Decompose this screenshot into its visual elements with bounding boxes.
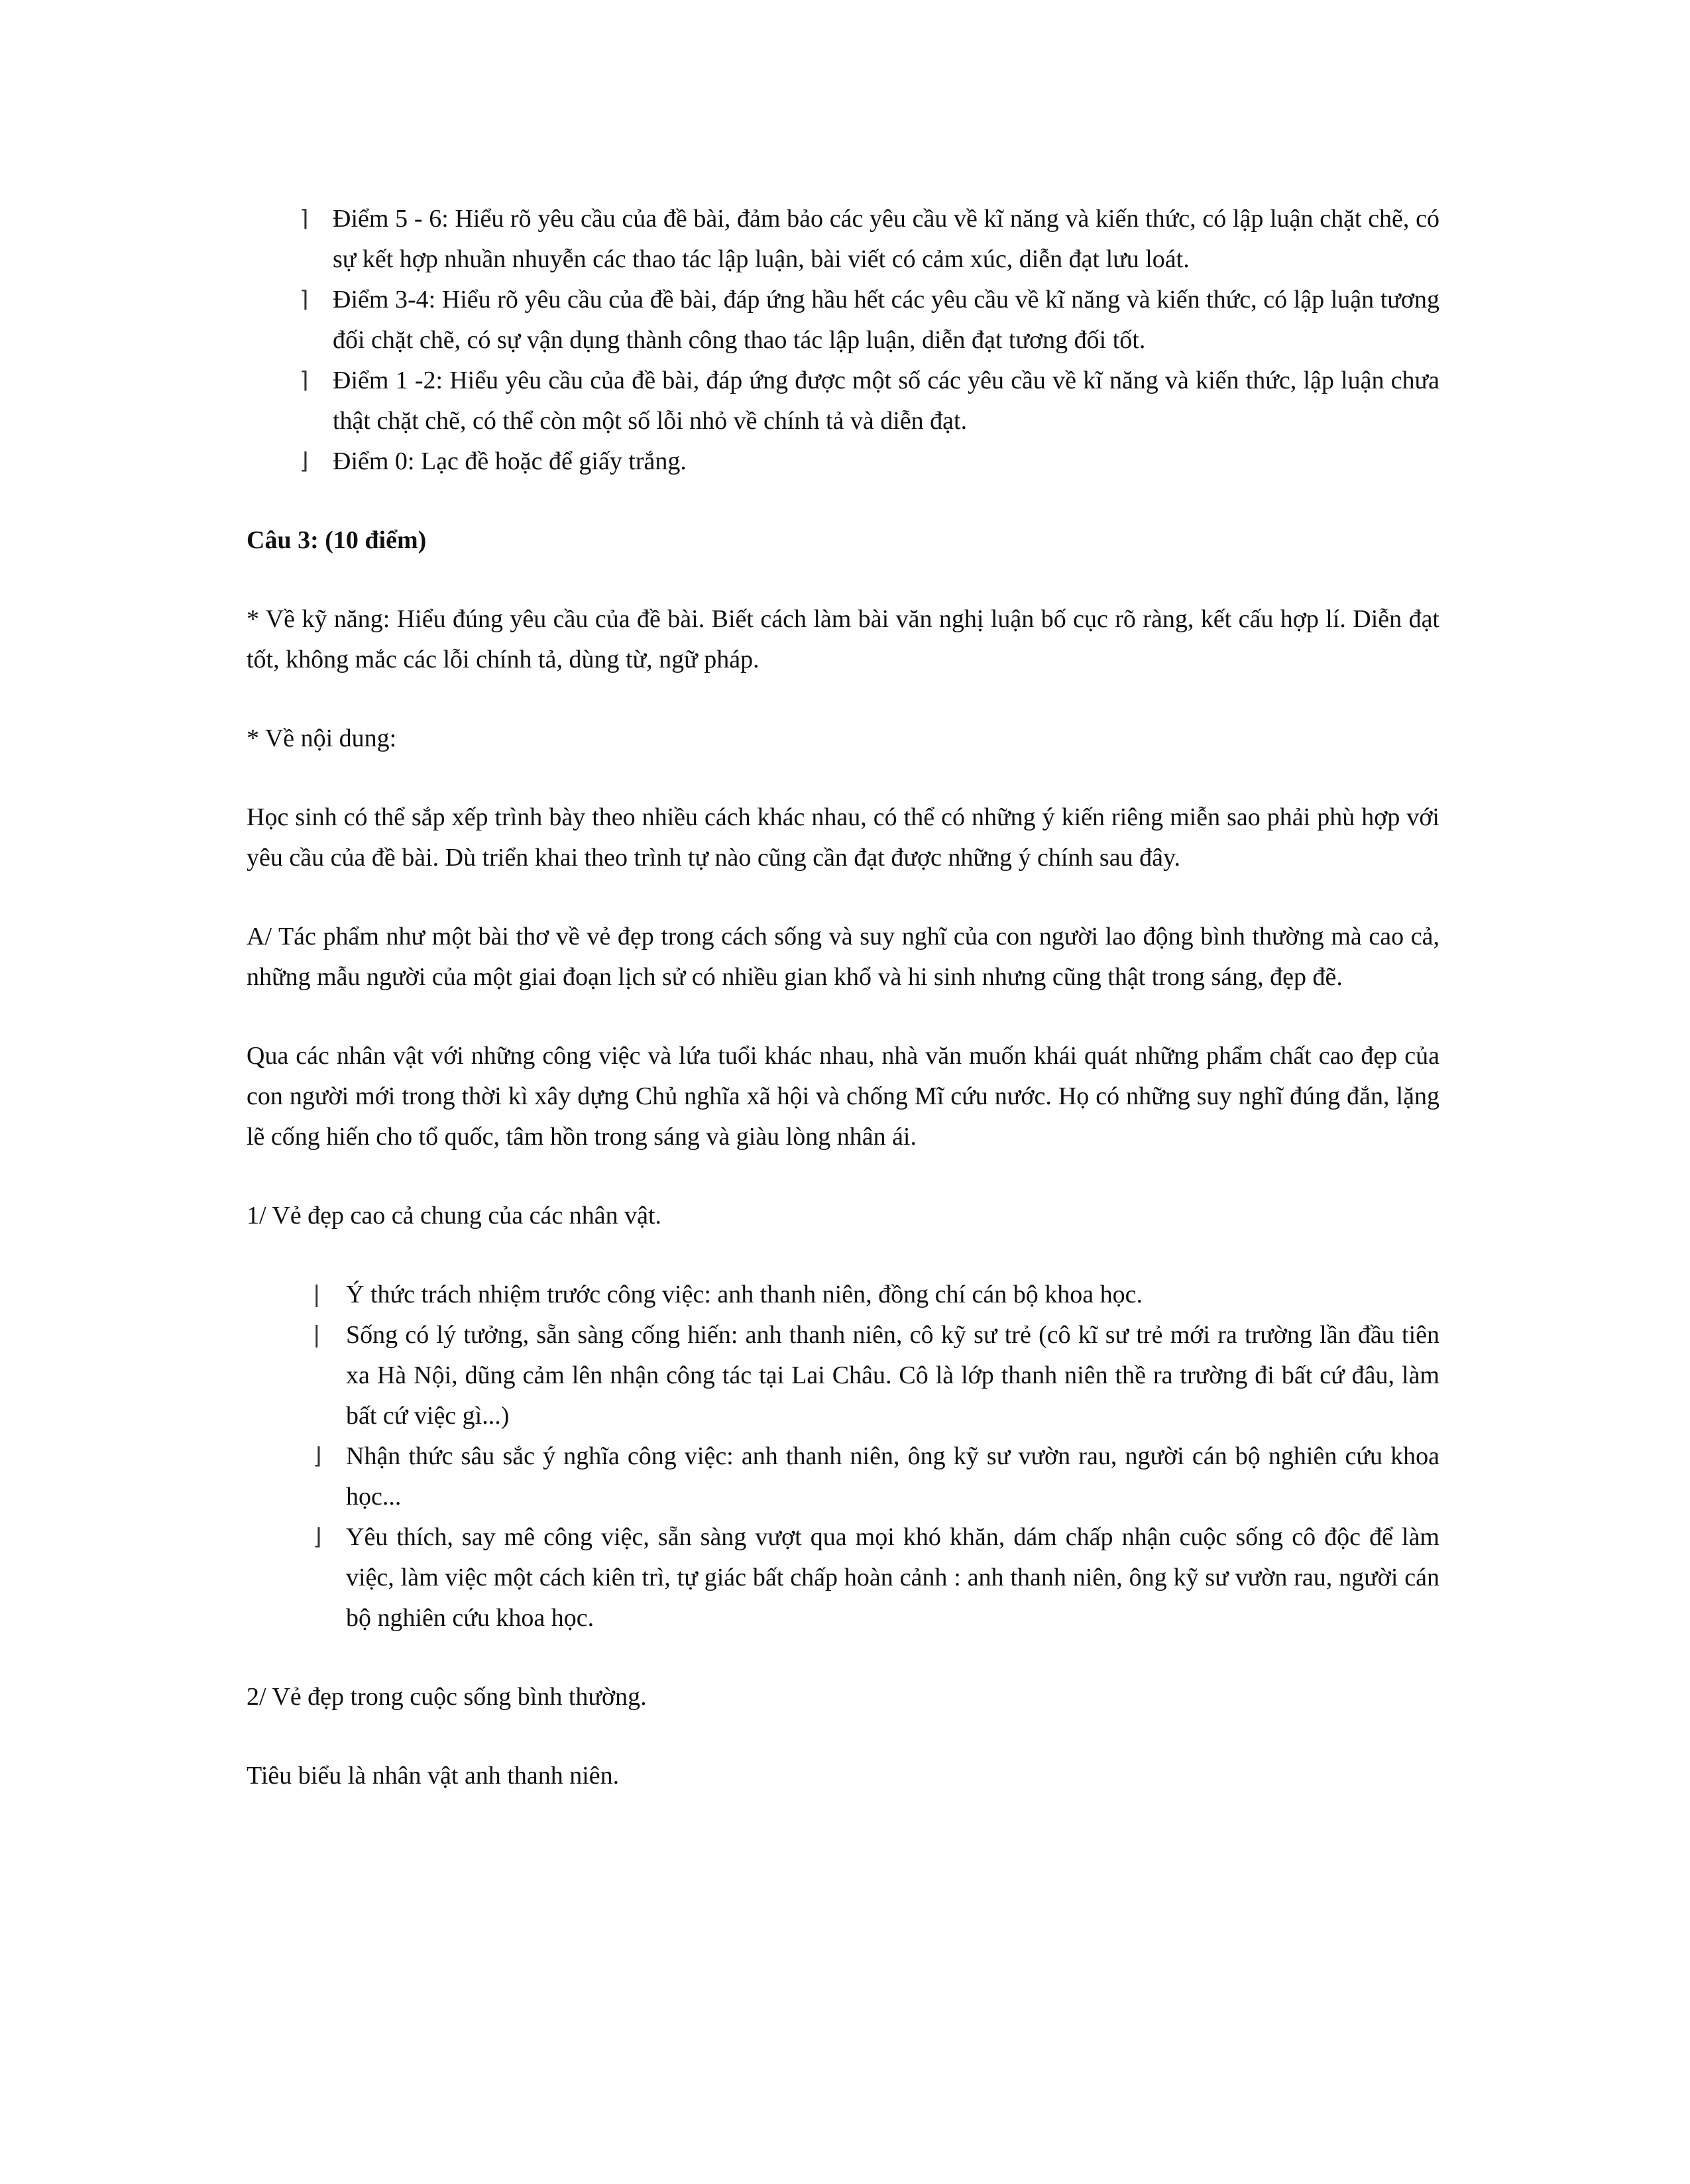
bullet-marker: | — [313, 1281, 321, 1308]
list-item — [247, 280, 1439, 361]
bullet-marker: ⌉ — [300, 205, 309, 232]
bullet-marker: ⌋ — [300, 448, 309, 475]
list-item — [247, 1517, 1439, 1638]
section-a-paragraph: A/ Tác phẩm như một bài thơ về vẻ đẹp trong cách sống và suy nghĩ của con người lao động bình thường mà cao cả, những mẫu người của một giai đoạn lịch sử có nhiều gian khổ và hi sinh nhưng cũng thật trong sáng, đẹp đẽ. — [247, 923, 1439, 991]
list-item — [247, 1275, 1439, 1315]
point-text: Sống có lý tưởng, sẵn sàng cống hiến: anh thanh niên, cô kỹ sư trẻ (cô kĩ sư trẻ mới ra trường lần đầu tiên xa Hà Nội, dũng cảm lên nhận công tác tại Lai Châu. Cô là lớp thanh niên thề ra trường đi bất cứ đâu, làm bất cứ việc gì...) — [346, 1321, 1439, 1430]
rubric-text: Điểm 3-4: Hiểu rõ yêu cầu của đề bài, đáp ứng hầu hết các yêu cầu về kĩ năng và kiến thức, có lập luận tương đối chặt chẽ, có sự vận dụng thành công thao tác lập luận, diễn đạt tương đối tốt. — [333, 286, 1439, 354]
list-item — [247, 361, 1439, 441]
rubric-text: Điểm 1 -2: Hiểu yêu cầu của đề bài, đáp ứng được một số các yêu cầu về kĩ năng và kiến thức, lập luận chưa thật chặt chẽ, có thể còn một số lỗi nhỏ về chính tả và diễn đạt. — [333, 367, 1439, 435]
list-item — [247, 199, 1439, 280]
bullet-marker: | — [313, 1322, 321, 1348]
page-content — [247, 199, 1439, 1796]
rubric-list — [247, 199, 1439, 482]
point-text: Yêu thích, say mê công việc, sẵn sàng vượt qua mọi khó khăn, dám chấp nhận cuộc sống cô độc để làm việc, làm việc một cách kiên trì, tự giác bất chấp hoàn cảnh : anh thanh niên, ông kỹ sư vườn rau, người cán bộ nghiên cứu khoa học. — [346, 1523, 1439, 1632]
list-item — [247, 441, 1439, 482]
bullet-marker: ⌉ — [300, 286, 309, 313]
intro-paragraph: Học sinh có thể sắp xếp trình bày theo nhiều cách khác nhau, có thể có những ý kiến riêng miễn sao phải phù hợp với yêu cầu của đề bài. Dù triển khai theo trình tự nào cũng cần đạt được những ý chính sau đây. — [247, 803, 1439, 872]
list-item — [247, 1315, 1439, 1436]
point1-list — [247, 1275, 1439, 1638]
point1-heading: 1/ Vẻ đẹp cao cả chung của các nhân vật. — [247, 1202, 661, 1230]
characters-paragraph: Qua các nhân vật với những công việc và lứa tuổi khác nhau, nhà văn muốn khái quát những phẩm chất cao đẹp của con người mới trong thời kì xây dựng Chủ nghĩa xã hội và chống Mĩ cứu nước. Họ có những suy nghĩ đúng đắn, lặng lẽ cống hiến cho tổ quốc, tâm hồn trong sáng và giàu lòng nhân ái. — [247, 1042, 1439, 1151]
bullet-marker: ⌉ — [300, 367, 309, 394]
bullet-marker: ⌋ — [313, 1524, 322, 1550]
question-heading: Câu 3: (10 điểm) — [247, 526, 427, 554]
point2-text: Tiêu biểu là nhân vật anh thanh niên. — [247, 1762, 620, 1790]
point-text: Ý thức trách nhiệm trước công việc: anh thanh niên, đồng chí cán bộ khoa học. — [346, 1281, 1143, 1308]
bullet-marker: ⌋ — [313, 1443, 322, 1469]
skill-paragraph: * Về kỹ năng: Hiểu đúng yêu cầu của đề bài. Biết cách làm bài văn nghị luận bố cục rõ ràng, kết cấu hợp lí. Diễn đạt tốt, không mắc các lỗi chính tả, dùng từ, ngữ pháp. — [247, 605, 1439, 673]
list-item — [247, 1436, 1439, 1517]
rubric-text: Điểm 0: Lạc đề hoặc để giấy trắng. — [333, 447, 687, 475]
content-heading: * Về nội dung: — [247, 724, 397, 752]
point2-heading: 2/ Vẻ đẹp trong cuộc sống bình thường. — [247, 1683, 647, 1711]
point-text: Nhận thức sâu sắc ý nghĩa công việc: anh thanh niên, ông kỹ sư vườn rau, người cán bộ nghiên cứu khoa học... — [346, 1442, 1439, 1511]
rubric-text: Điểm 5 - 6: Hiểu rõ yêu cầu của đề bài, đảm bảo các yêu cầu về kĩ năng và kiến thức, có lập luận chặt chẽ, có sự kết hợp nhuần nhuyễn các thao tác lập luận, bài viết có cảm xúc, diễn đạt lưu loát. — [333, 205, 1439, 273]
